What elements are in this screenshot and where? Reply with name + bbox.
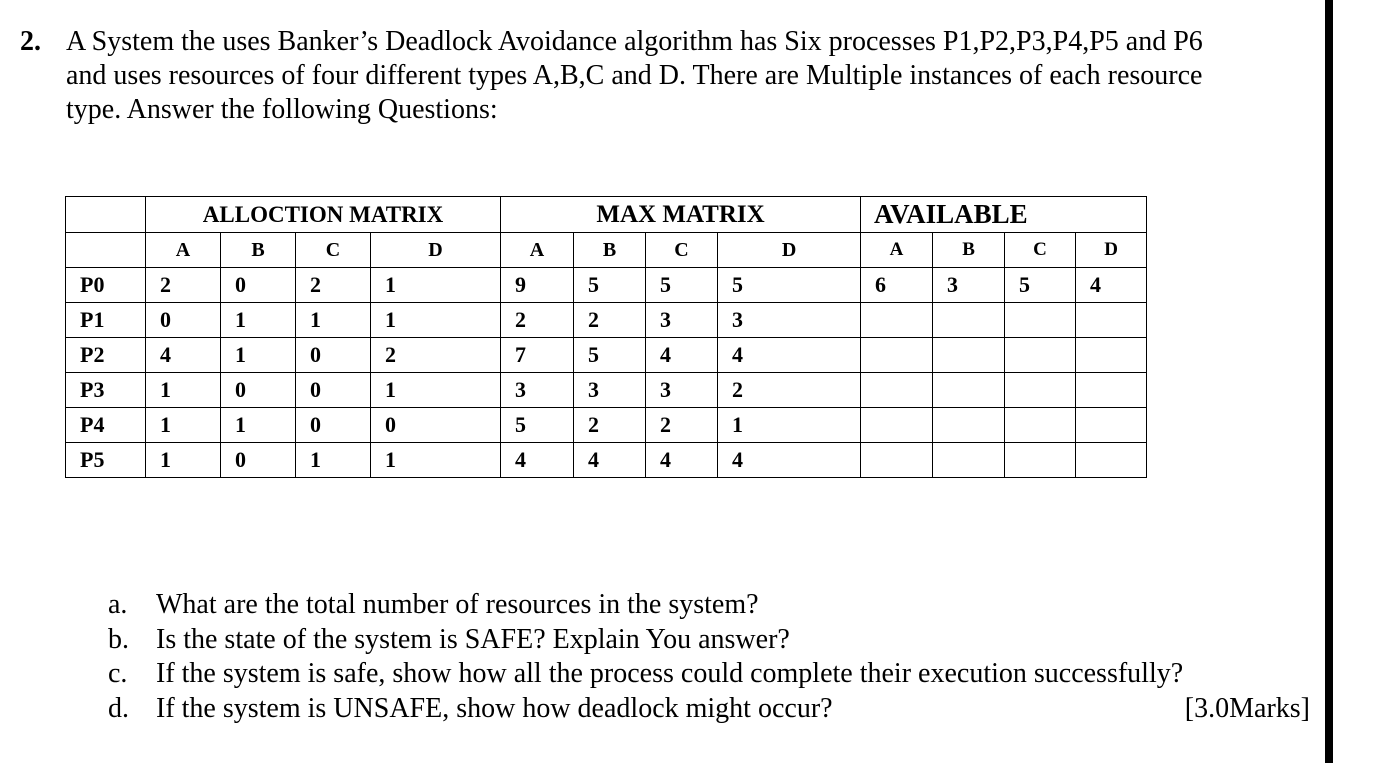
max-cell: 3 [718, 303, 861, 338]
empty-cell [933, 303, 1005, 338]
empty-cell [1076, 338, 1147, 373]
subquestion-a [108, 588, 1318, 623]
alloc-cell: 2 [371, 338, 501, 373]
max-cell: 9 [501, 268, 574, 303]
alloc-cell: 0 [296, 408, 371, 443]
question-line-1: A System the uses Banker’s Deadlock Avoidance algorithm has Six processes P1,P2,P3,P4,P5 and P6 [66, 26, 1203, 57]
subquestion-text: If the system is UNSAFE, show how deadlock might occur? [156, 692, 833, 724]
table-row [66, 373, 1147, 408]
max-cell: 7 [501, 338, 574, 373]
max-cell: 3 [501, 373, 574, 408]
max-cell: 5 [646, 268, 718, 303]
alloc-cell: 1 [371, 443, 501, 478]
max-cell: 2 [574, 303, 646, 338]
max-cell: 1 [718, 408, 861, 443]
question-text [66, 25, 1306, 127]
table-row [66, 303, 1147, 338]
subquestion-text: Is the state of the system is SAFE? Explain You answer? [156, 623, 790, 655]
alloc-col-b: B [221, 233, 296, 268]
alloc-cell: 0 [371, 408, 501, 443]
alloc-col-d: D [371, 233, 501, 268]
empty-cell [1076, 408, 1147, 443]
column-header-row [66, 233, 1147, 268]
max-col-a: A [501, 233, 574, 268]
alloc-cell: 0 [296, 373, 371, 408]
subquestion-text: What are the total number of resources in the system? [156, 589, 759, 620]
alloc-col-c: C [296, 233, 371, 268]
max-cell: 4 [718, 338, 861, 373]
empty-cell [861, 303, 933, 338]
max-cell: 3 [646, 303, 718, 338]
alloc-cell: 0 [146, 303, 221, 338]
empty-cell [1076, 443, 1147, 478]
alloc-cell: 1 [371, 373, 501, 408]
max-cell: 4 [574, 443, 646, 478]
marks-label: [3.0Marks] [1184, 692, 1310, 724]
page-edge-bar [1325, 0, 1333, 763]
empty-cell [66, 197, 146, 233]
max-cell: 2 [501, 303, 574, 338]
alloc-cell: 0 [221, 268, 296, 303]
alloc-cell: 0 [221, 373, 296, 408]
max-cell: 4 [718, 443, 861, 478]
avail-col-b: B [933, 233, 1005, 268]
alloc-col-a: A [146, 233, 221, 268]
alloc-cell: 1 [221, 303, 296, 338]
max-cell: 3 [646, 373, 718, 408]
avail-col-a: A [861, 233, 933, 268]
process-name: P2 [66, 338, 146, 373]
max-cell: 2 [718, 373, 861, 408]
subquestion-label: d. [108, 692, 129, 724]
empty-cell [1005, 373, 1076, 408]
process-name: P1 [66, 303, 146, 338]
alloc-cell: 1 [146, 373, 221, 408]
bankers-table [65, 196, 1147, 478]
max-col-b: B [574, 233, 646, 268]
subquestion-b [108, 623, 1318, 658]
empty-cell [933, 443, 1005, 478]
subquestion-label: a. [108, 589, 128, 620]
alloc-cell: 1 [221, 338, 296, 373]
alloc-cell: 4 [146, 338, 221, 373]
subquestion-text: If the system is safe, show how all the process could complete their execution successfully? [156, 658, 1184, 689]
process-name: P0 [66, 268, 146, 303]
max-col-c: C [646, 233, 718, 268]
alloc-cell: 1 [146, 408, 221, 443]
alloc-cell: 0 [221, 443, 296, 478]
alloc-cell: 1 [146, 443, 221, 478]
table-row [66, 338, 1147, 373]
empty-cell [861, 373, 933, 408]
subquestion-d [108, 692, 1318, 727]
empty-cell [1005, 408, 1076, 443]
process-name: P5 [66, 443, 146, 478]
table-title-row [66, 197, 1147, 233]
max-cell: 2 [646, 408, 718, 443]
max-cell: 4 [501, 443, 574, 478]
max-col-d: D [718, 233, 861, 268]
empty-cell [861, 338, 933, 373]
max-cell: 4 [646, 443, 718, 478]
avail-col-d: D [1076, 233, 1147, 268]
alloc-cell: 2 [146, 268, 221, 303]
available-cell: 6 [861, 268, 933, 303]
alloc-cell: 1 [296, 443, 371, 478]
subquestion-c [108, 657, 1318, 692]
alloc-cell: 2 [296, 268, 371, 303]
max-cell: 5 [574, 338, 646, 373]
empty-cell [861, 408, 933, 443]
empty-cell [1076, 303, 1147, 338]
max-cell: 4 [646, 338, 718, 373]
empty-cell [933, 338, 1005, 373]
empty-cell [933, 408, 1005, 443]
empty-cell [933, 373, 1005, 408]
max-cell: 5 [501, 408, 574, 443]
empty-cell [1005, 303, 1076, 338]
alloc-cell: 1 [296, 303, 371, 338]
max-cell: 2 [574, 408, 646, 443]
max-cell: 5 [718, 268, 861, 303]
max-cell: 5 [574, 268, 646, 303]
alloc-cell: 1 [371, 268, 501, 303]
empty-cell [1005, 338, 1076, 373]
avail-col-c: C [1005, 233, 1076, 268]
table-row [66, 268, 1147, 303]
empty-cell [1076, 373, 1147, 408]
process-name: P4 [66, 408, 146, 443]
empty-cell [66, 233, 146, 268]
subquestion-label: b. [108, 623, 129, 655]
table-row [66, 408, 1147, 443]
alloc-cell: 1 [371, 303, 501, 338]
subquestion-list [108, 588, 1318, 726]
empty-cell [1005, 443, 1076, 478]
available-cell: 4 [1076, 268, 1147, 303]
empty-cell [861, 443, 933, 478]
question-line-2: and uses resources of four different types A,B,C and D. There are Multiple instances of each resource [66, 60, 1203, 91]
process-name: P3 [66, 373, 146, 408]
question-number: 2. [20, 26, 41, 57]
alloc-cell: 1 [221, 408, 296, 443]
available-title: AVAILABLE [861, 197, 1147, 233]
allocation-title: ALLOCTION MATRIX [146, 197, 501, 233]
alloc-cell: 0 [296, 338, 371, 373]
max-title: MAX MATRIX [501, 197, 861, 233]
max-cell: 3 [574, 373, 646, 408]
question-line-3: type. Answer the following Questions: [66, 94, 498, 125]
available-cell: 3 [933, 268, 1005, 303]
available-cell: 5 [1005, 268, 1076, 303]
subquestion-label: c. [108, 658, 128, 689]
table-row [66, 443, 1147, 478]
